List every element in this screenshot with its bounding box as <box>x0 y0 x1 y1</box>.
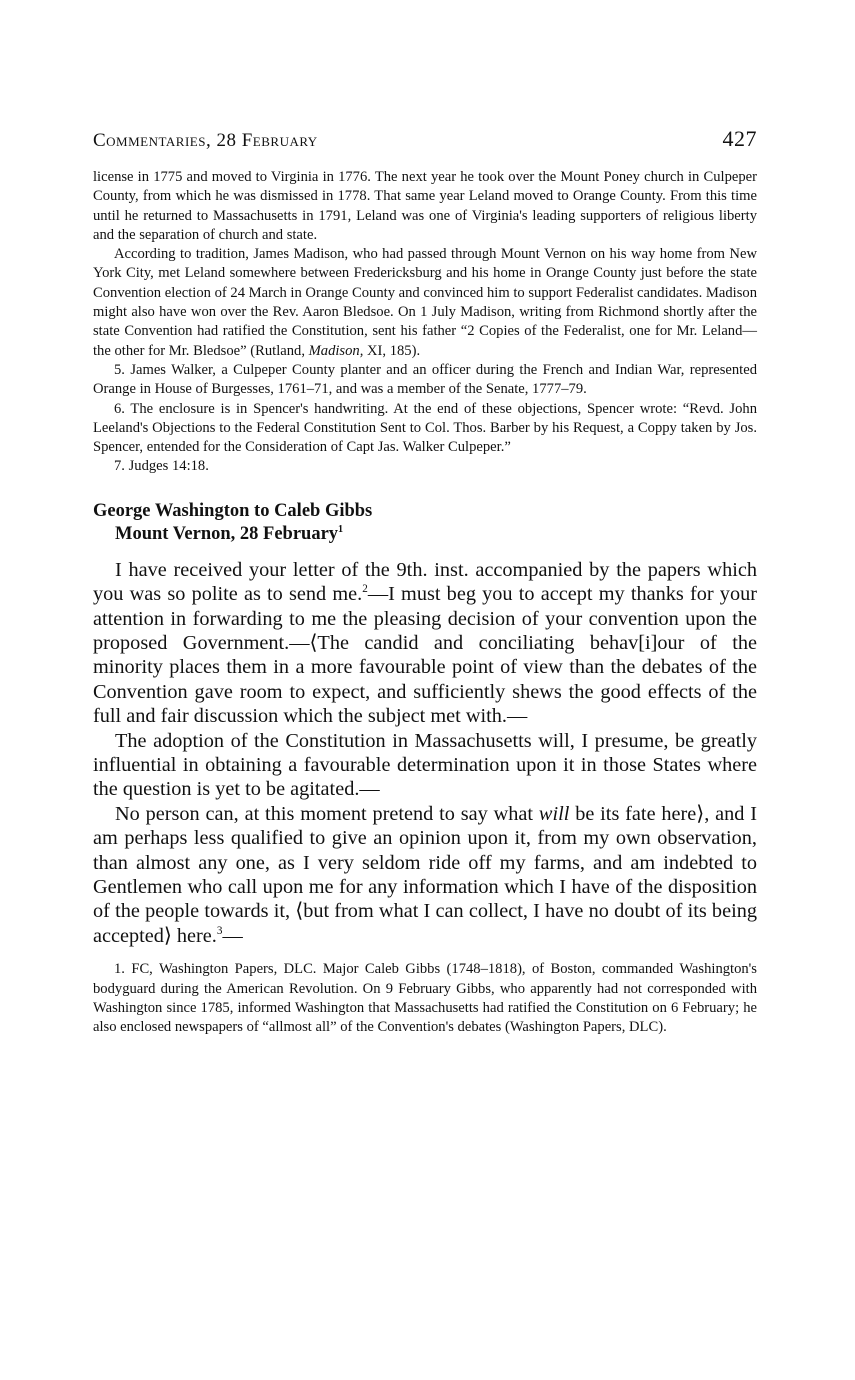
continued-notes <box>93 168 757 477</box>
letter-title: George Washington to Caleb Gibbs <box>93 500 373 521</box>
letter-text: —I must beg you to accept my thanks for your attention in forwarding to me the pleasing decision of your convention upon the proposed Government.—⟨The candid and conciliating behav[i]our of the minority places them in a more favourable point of view than the debates of the Convention gave room to expect, and sufficiently shews the good effects of the full and fair discussion which the subject met with.— <box>93 583 757 728</box>
letter-heading <box>93 500 757 546</box>
emphasis: will <box>538 802 570 825</box>
note-6: 6. The enclosure is in Spencer's handwriting. At the end of these objections, Spencer wrote: “Revd. John Leeland's Objections to the Federal Constitution Sent to Col. Thos. Barber by his Request, a Coppy taken by Jos. Spencer, entended for the Consideration of Capt Jas. Walker Culpeper.” <box>93 400 757 456</box>
letter-paragraph <box>93 802 757 948</box>
letter-text: No person can, at this moment pretend to say what <box>115 802 539 825</box>
footnote-ref: 2 <box>362 583 368 596</box>
letter-text: be its fate here⟩, and I am perhaps less qualified to give an opinion upon it, from my own observation, than almost any one, as I very seldom ride off my farms, and am indebted to Gentlemen who call upon me for any information which I have of the disposition of the people towards it, ⟨but from what I can collect, I have no doubt of its being accepted⟩ here. <box>93 802 758 947</box>
document-page <box>93 126 757 1037</box>
footnote-1: 1. FC, Washington Papers, DLC. Major Caleb Gibbs (1748–1818), of Boston, commanded Washington's bodyguard during the American Revolution. On 9 February Gibbs, who apparently had not corresponded with Washington since 1785, informed Washington that Massachusetts had ratified the Constitution on 6 February; he also enclosed newspapers of “allmost all” of the Convention's debates (Washington Papers, DLC). <box>93 961 757 1036</box>
running-head-title: Commentaries, 28 February <box>93 130 318 151</box>
note-paragraph <box>93 245 757 361</box>
footnote-ref: 1 <box>338 523 344 535</box>
letter-text: — <box>222 924 243 947</box>
note-paragraph: license in 1775 and moved to Virginia in 1776. The next year he took over the Mount Poney church in Culpeper County, from which he was dismissed in 1778. That same year Leland moved to Orange County. From this time until he returned to Massachusetts in 1791, Leland was one of Virginia's leading supporters of religious liberty and the separation of church and state. <box>93 169 757 243</box>
note-5: 5. James Walker, a Culpeper County planter and an officer during the French and Indian War, represented Orange in House of Burgesses, 1761–71, and was a member of the Senate, 1777–79. <box>93 361 757 398</box>
note-text: According to tradition, James Madison, who had passed through Mount Vernon on his way home from New York City, met Leland somewhere between Fredericksburg and his home in Orange County just before the state Convention election of 24 March in Orange County and convinced him to support Federalist candidates. Madison might also have won over the Rev. Aaron Bledsoe. On 1 July Madison, writing from Richmond shortly after the state Convention had ratified the Constitution, sent his father “2 Copies of the Federalist, one for Mr. Leland—the other for Mr. Bledsoe” (Rutland, <box>93 246 757 359</box>
page-number: 427 <box>722 126 757 151</box>
letter-paragraph: The adoption of the Constitution in Massachusetts will, I presume, be greatly influential in obtaining a favourable determination upon it in those States where the question is yet to be agitated.— <box>93 729 757 801</box>
running-head <box>93 126 757 152</box>
letter-text: I have received your letter of the 9th. inst. accompanied by the papers which you was so polite as to send me. <box>93 558 757 606</box>
dateline-text: Mount Vernon, 28 February <box>115 523 339 544</box>
letter-paragraph <box>93 558 757 729</box>
citation-title: Madison, <box>308 342 364 359</box>
letter-dateline <box>93 523 757 546</box>
note-7: 7. Judges 14:18. <box>114 458 209 475</box>
footnotes <box>93 960 757 1037</box>
letter-body <box>93 558 757 949</box>
footnote-ref: 3 <box>216 925 223 938</box>
note-text: XI, 185). <box>363 342 421 359</box>
